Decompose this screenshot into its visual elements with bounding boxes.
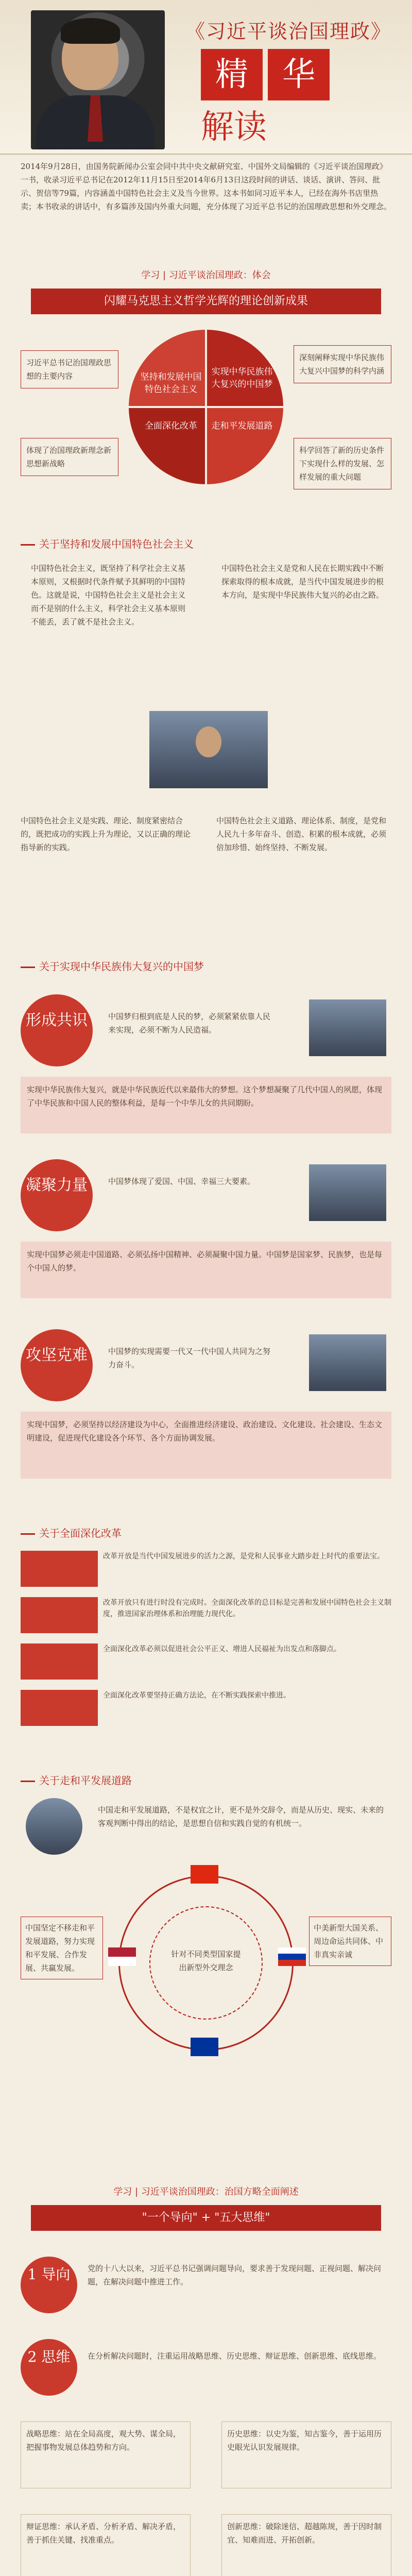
sec2-photo-2 [309,1164,386,1221]
intro-paragraph: 2014年9月28日，由国务院新闻办公室会同中共中央文献研究室、中国外文局编辑的《习近平谈治国理政》一书，收录习近平总书记在2012年11月15日至2014年6月13日这段时间的讲话、谈话、演讲、答问、批示、贺信等79篇，内容涵盖中国特色社会主义及当今世界。这本书如同习近平本人，已经在海外书店里热卖；本书收录的讲话中，有多篇涉及国内外重大问题，充分体现了习近平总书记的治国理政思想和外交理念。 [21,162,392,211]
sec4-title: 关于走和平发展道路 [21,1772,132,1787]
sec2-tag-3: 攻坚克难 [21,1329,93,1401]
study1-banner: 闪耀马克思主义哲学光辉的理论创新成果 [31,289,381,314]
note-bottom-right: 科学回答了新的历史条件下实现什么样的发展、怎样发展的重大问题 [294,438,391,489]
sec2-bar-3: 实现中国梦，必须坚持以经济建设为中心，全面推进经济建设、政治建设、文化建设、社会建设、生态文明建设，促进现代化建设各个环节、各个方面协调发展。 [21,1412,391,1479]
sec2-tag-2: 凝聚力量 [21,1159,93,1231]
portrait-hair [61,18,120,44]
sec1-photo [149,711,268,788]
pie-label-1: 坚持和发展中国特色社会主义 [140,372,202,395]
sec2-title: 关于实现中华民族伟大复兴的中国梦 [21,958,204,973]
flag-usa [108,1947,136,1966]
sec3-title: 关于全面深化改革 [21,1525,122,1540]
thinking-2: 历史思维：以史为鉴，知古鉴今，善于运用历史眼光认识发展规律。 [221,2421,391,2488]
title-box-1: 精 [201,49,263,100]
sec2-tag-1: 形成共识 [21,994,93,1066]
sec3-row-4 [21,1690,391,1726]
sec2-photo-3 [309,1334,386,1391]
thinking-label: 2 思维 [21,2339,77,2396]
sec3-row-2-text: 改革开放只有进行时没有完成时。全面深化改革的总目标是完善和发展中国特色社会主义制度，推进国家治理体系和治理能力现代化。 [103,1599,391,1618]
flag-china-top [191,1865,218,1884]
note-top-right: 深刻阐释实现中华民族伟大复兴中国梦的科学内涵 [294,345,391,383]
thinking-3: 辩证思维：承认矛盾、分析矛盾、解决矛盾，善于抓住关键、找准重点。 [21,2514,191,2576]
sec3-row-1-text: 改革开放是当代中国发展进步的活力之源，是党和人民事业大踏步赶上时代的重要法宝。 [103,1552,384,1561]
sec2-bar-2: 实现中国梦必须走中国道路、必须弘扬中国精神、必须凝聚中国力量。中国梦是国家梦、民族梦，也是每个中国人的梦。 [21,1242,391,1298]
sec3-row-4-marker [21,1690,98,1726]
sec3-row-3-text: 全面深化改革必须以促进社会公平正义、增进人民福祉为出发点和落脚点。 [103,1645,341,1653]
sec1-bottom-right: 中国特色社会主义道路、理论体系、制度，是党和人民九十多年奋斗、创造、积累的根本成就，必须倍加珍惜、始终坚持、不断发展。 [216,816,387,852]
guide-label: 1 导向 [21,2257,77,2313]
sec1-bottom-left: 中国特色社会主义是实践、理论、制度紧密结合的，既把成功的实践上升为理论，又以正确的理论指导新的实践。 [21,816,191,852]
sec4-text: 中国走和平发展道路，不是权宜之计，更不是外交辞令，而是从历史、现实、未来的客观判断中得出的结论，是思想自信和实践自觉的有机统一。 [98,1805,384,1828]
sec3-row-4-text: 全面深化改革要坚持正确方法论，在不断实践探索中推进。 [103,1691,290,1700]
sec4-left-box: 中国坚定不移走和平发展道路，努力实现和平发展、合作发展、共赢发展。 [21,1917,103,1979]
sec2-text-3: 中国梦的实现需要一代又一代中国人共同为之努力奋斗。 [108,1347,271,1369]
series-title: 《习近平谈治国理政》 [185,20,391,43]
main-title [201,49,397,146]
flag-russia [278,1947,306,1966]
pie-label-3: 全面深化改革 [145,421,197,431]
sec3-row-3-marker [21,1643,98,1680]
note-top-left: 习近平总书记治国理政思想的主要内容 [21,350,118,388]
title-tail: 解读 [201,108,267,146]
study1-subtitle: 学习 | 习近平谈治国理政：体会 [141,270,271,281]
title-box-2: 华 [268,49,330,100]
sec3-row-2 [21,1597,391,1633]
sec1-left-text: 中国特色社会主义，既坚持了科学社会主义基本原则，又根据时代条件赋予其鲜明的中国特色。这就是说，中国特色社会主义是社会主义而不是别的什么主义，科学社会主义基本原则不能丢，丢了就不是社会主义。 [31,564,186,626]
sec1-right-text: 中国特色社会主义是党和人民在长期实践中不断探索取得的根本成就，是当代中国发展进步的根本方向，是实现中华民族伟大复兴的必由之路。 [221,564,384,600]
header [0,0,412,155]
thinking-1: 战略思维：站在全局高度，观大势、谋全局，把握事物发展总体趋势和方向。 [21,2421,191,2488]
pie-label-4: 走和平发展道路 [211,421,273,431]
sec1-title: 关于坚持和发展中国特色社会主义 [21,536,194,551]
thinking-intro: 在分析解决问题时，注重运用战略思维、历史思维、辩证思维、创新思维、底线思维。 [88,2351,382,2361]
flag-eu [191,2038,218,2056]
pie-divider-h [129,406,283,408]
sec2-text-1: 中国梦归根到底是人民的梦，必须紧紧依靠人民来实现，必须不断为人民造福。 [108,1012,271,1035]
study2-banner: "一个导向" + "五大思维" [31,2205,381,2231]
thinking-4: 创新思维：破除迷信、超越陈规，善于因时制宜、知难而进、开拓创新。 [221,2514,391,2576]
sec2-text-2: 中国梦体现了爱国、中国、幸福三大要素。 [108,1177,255,1186]
sec4-center: 针对不同类型国家提出新型外交理念 [171,1950,241,1972]
sec2-photo-1 [309,999,386,1056]
study2-subtitle: 学习 | 习近平谈治国理政：治国方略全面阐述 [113,2187,299,2197]
sec4-photo [26,1798,82,1855]
pie-label-2: 实现中华民族伟大复兴的中国梦 [211,367,273,389]
sec3-row-2-marker [21,1597,98,1633]
sec2-bar-1: 实现中华民族伟大复兴，就是中华民族近代以来最伟大的梦想。这个梦想凝聚了几代中国人的夙愿，体现了中华民族和中国人民的整体利益，是每一个中华儿女的共同期盼。 [21,1077,391,1133]
sec1-photo-face [196,726,221,757]
sec3-row-3 [21,1643,391,1680]
sec4-right-box: 中美新型大国关系、周边命运共同体、中非真实亲诚 [309,1917,391,1966]
sec3-row-1-marker [21,1551,98,1587]
note-bottom-left: 体现了治国理政新理念新思想新战略 [21,438,118,476]
guide-text: 党的十八大以来，习近平总书记强调问题导向，要求善于发现问题、正视问题、解决问题，在解决问题中推进工作。 [88,2264,382,2286]
sec3-row-1 [21,1551,391,1587]
